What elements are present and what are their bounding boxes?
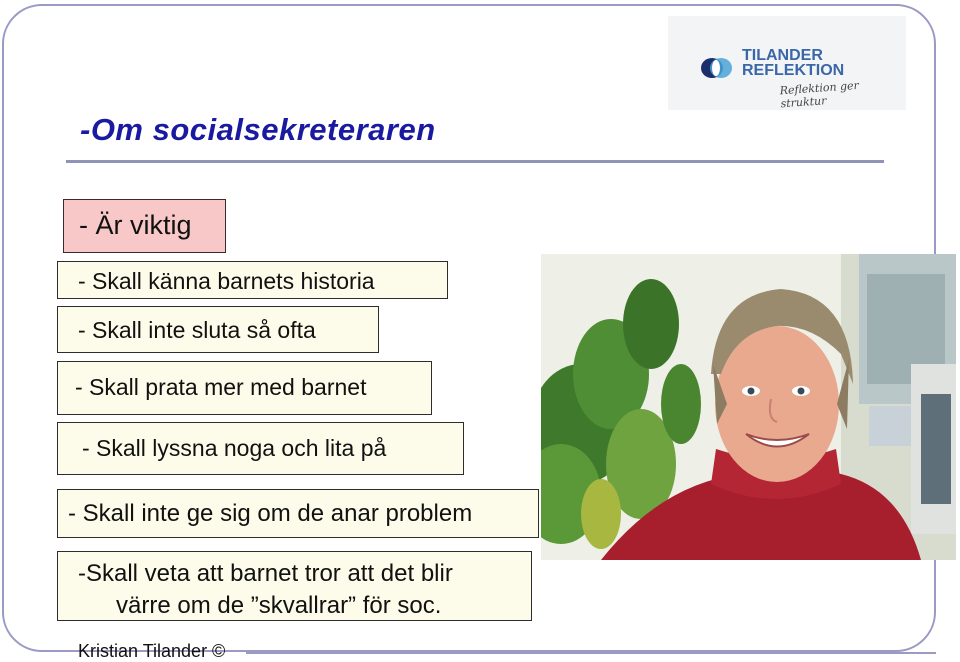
point-text: - Skall prata mer med barnet <box>75 374 367 400</box>
company-logo <box>668 16 906 110</box>
logo-slogan: Reflektion ger struktur <box>779 78 860 111</box>
logo-mark-icon <box>700 56 734 80</box>
footer-rule <box>246 652 936 654</box>
point-text-line-1: -Skall veta att barnet tror att det blir <box>78 560 453 587</box>
point-box-stay <box>57 306 379 353</box>
point-box-listen <box>57 422 464 475</box>
point-box-telling <box>57 551 532 621</box>
footer-author: Kristian Tilander © <box>78 641 226 661</box>
point-text: - Är viktig <box>79 210 192 240</box>
logo-line-2: REFLEKTION <box>742 62 845 79</box>
point-text: - Skall känna barnets historia <box>78 268 375 294</box>
point-text: - Skall inte sluta så ofta <box>78 317 316 343</box>
point-text: - Skall lyssna noga och lita på <box>82 435 387 461</box>
portrait-image <box>541 254 956 560</box>
logo-wordmark <box>742 48 844 78</box>
point-box-important <box>63 199 226 253</box>
portrait-photo <box>541 254 956 560</box>
logo-line-1: TILANDER <box>742 47 823 64</box>
point-text: - Skall inte ge sig om de anar problem <box>68 500 473 527</box>
slide-title: -Om socialsekreteraren <box>80 112 436 147</box>
point-box-talk <box>57 361 432 415</box>
point-box-problems <box>57 489 539 538</box>
point-text-line-2: värre om de ”skvallrar” för soc. <box>116 592 442 619</box>
point-box-history <box>57 261 448 299</box>
title-underline <box>66 160 884 163</box>
